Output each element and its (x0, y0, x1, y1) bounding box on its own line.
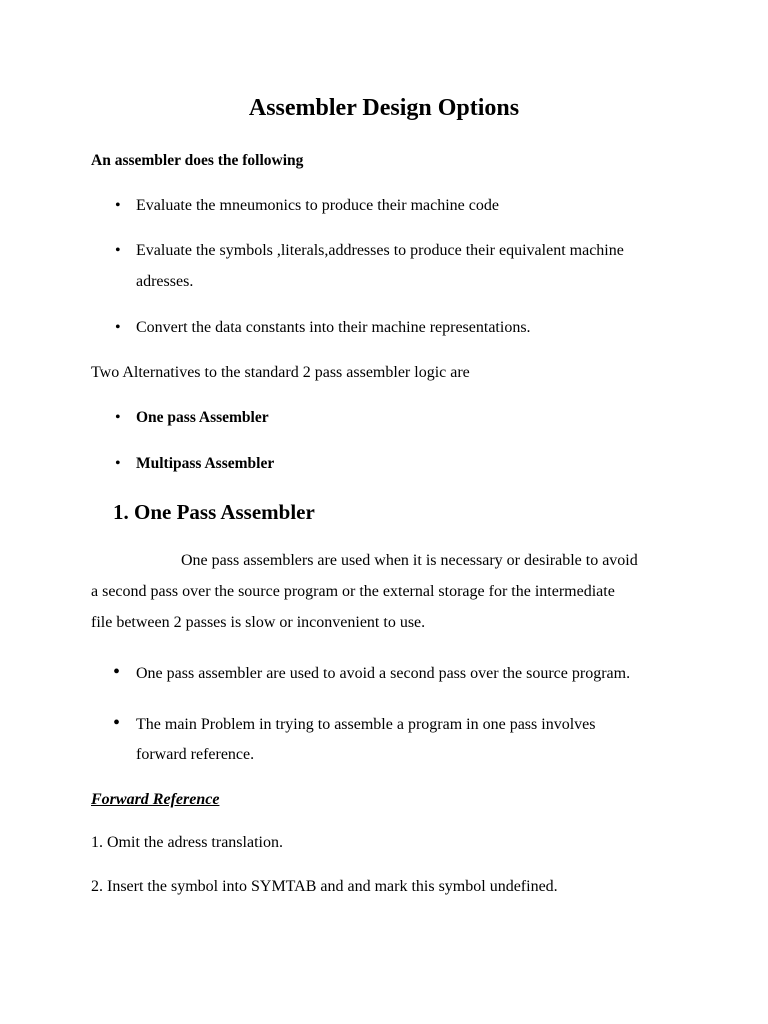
list2-item-2: Multipass Assembler (136, 455, 275, 472)
section-bullet-2-line1: The main Problem in trying to assemble a program in one pass involves (136, 716, 596, 733)
list1-item-1: Evaluate the mneumonics to produce their machine code (136, 197, 499, 214)
list1-item-3: Convert the data constants into their machine representations. (136, 319, 531, 336)
bullet-dot: • (113, 661, 121, 683)
list2-item-1: One pass Assembler (136, 409, 269, 426)
paragraph-line-1: One pass assemblers are used when it is necessary or desirable to avoid (181, 552, 638, 569)
alternatives-intro: Two Alternatives to the standard 2 pass assembler logic are (91, 364, 470, 381)
paragraph-line-3: file between 2 passes is slow or inconvenient to use. (91, 614, 426, 631)
section-bullet-2-line2: forward reference. (136, 746, 255, 763)
intro-heading: An assembler does the following (91, 152, 304, 169)
section-heading: 1. One Pass Assembler (113, 500, 315, 524)
bullet-dot: • (115, 197, 121, 214)
list1-item-2-line1: Evaluate the symbols ,literals,addresses to produce their equivalent machine (136, 242, 624, 259)
bullet-dot: • (115, 319, 121, 336)
forward-reference-step-1: 1. Omit the adress translation. (91, 834, 283, 851)
bullet-dot: • (113, 712, 121, 734)
bullet-dot: • (115, 409, 121, 426)
forward-reference-heading: Forward Reference (91, 791, 220, 808)
page-title: Assembler Design Options (248, 95, 520, 121)
list1-item-2-line2: adresses. (136, 273, 194, 290)
paragraph-line-2: a second pass over the source program or the external storage for the intermediate (91, 583, 615, 600)
forward-reference-step-2: 2. Insert the symbol into SYMTAB and and mark this symbol undefined. (91, 878, 558, 895)
bullet-dot: • (115, 455, 121, 472)
section-bullet-1: One pass assembler are used to avoid a second pass over the source program. (136, 665, 631, 682)
bullet-dot: • (115, 242, 121, 259)
